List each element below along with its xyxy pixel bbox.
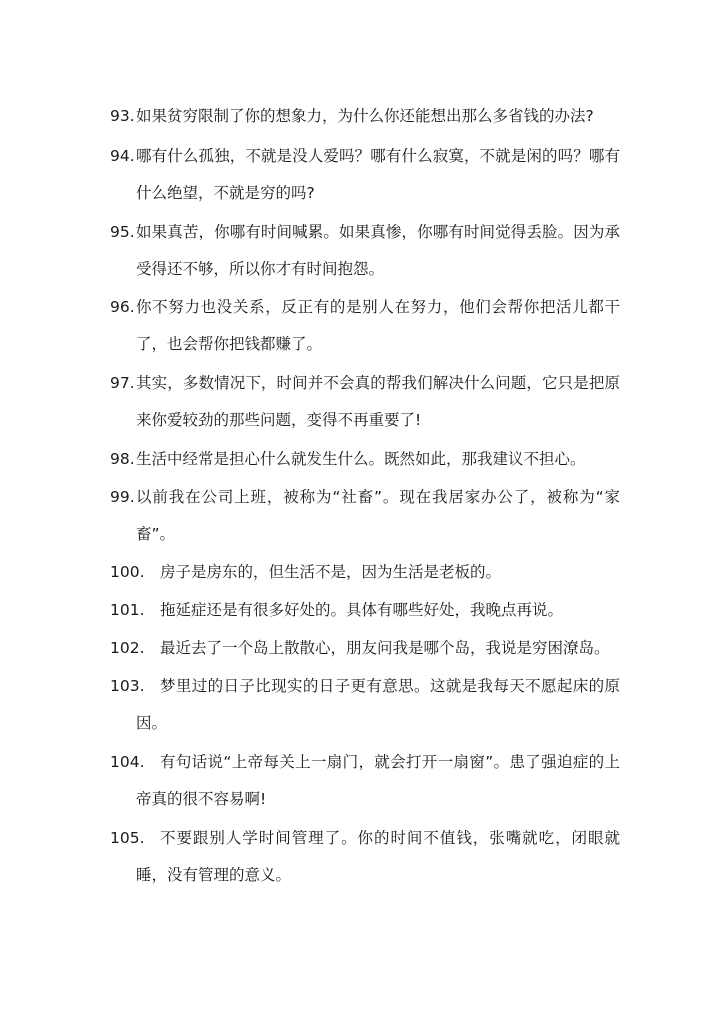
list-item xyxy=(110,479,620,553)
item-number: 104. xyxy=(110,753,145,771)
item-number: 101. xyxy=(110,601,145,619)
item-text: 以前我在公司上班，被称为“社畜”。现在我居家办公了，被称为“家畜”。 xyxy=(136,488,620,543)
item-text: 如果真苦，你哪有时间喊累。如果真惨，你哪有时间觉得丢脸。因为承受得还不够，所以你才有时间抱怨。 xyxy=(136,223,620,278)
item-text: 拖延症还是有很多好处的。具体有哪些好处，我晚点再说。 xyxy=(160,601,564,619)
item-number: 103. xyxy=(110,677,145,695)
list-item xyxy=(110,820,620,894)
item-text: 梦里过的日子比现实的日子更有意思。这就是我每天不愿起床的原因。 xyxy=(136,677,620,732)
item-number: 97. xyxy=(110,374,135,392)
item-number: 95. xyxy=(110,223,135,241)
list-item xyxy=(110,592,620,629)
list-item xyxy=(110,744,620,818)
item-text: 哪有什么孤独，不就是没人爱吗？哪有什么寂寞，不就是闲的吗？哪有什么绝望，不就是穷的吗? xyxy=(136,147,620,202)
item-text: 有句话说“上帝每关上一扇门，就会打开一扇窗”。患了强迫症的上帝真的很不容易啊! xyxy=(136,753,620,808)
item-text: 其实，多数情况下，时间并不会真的帮我们解决什么问题，它只是把原来你爱较劲的那些问题，变得不再重要了! xyxy=(136,374,620,429)
item-number: 102. xyxy=(110,639,145,657)
item-number: 96. xyxy=(110,298,135,316)
item-number: 105. xyxy=(110,829,145,847)
item-text: 不要跟别人学时间管理了。你的时间不值钱，张嘴就吃，闭眼就睡，没有管理的意义。 xyxy=(136,829,620,884)
list-item xyxy=(110,214,620,288)
item-number: 94. xyxy=(110,147,135,165)
item-number: 100. xyxy=(110,563,145,581)
list-item xyxy=(110,289,620,363)
item-text: 最近去了一个岛上散散心，朋友问我是哪个岛，我说是穷困潦岛。 xyxy=(160,639,610,657)
list-item xyxy=(110,668,620,742)
item-text: 如果贫穷限制了你的想象力，为什么你还能想出那么多省钱的办法? xyxy=(136,107,594,125)
list-item xyxy=(110,365,620,439)
list-item xyxy=(110,441,620,478)
item-text: 生活中经常是担心什么就发生什么。既然如此，那我建议不担心。 xyxy=(136,450,586,468)
list-item xyxy=(110,138,620,212)
list-item xyxy=(110,98,620,135)
item-number: 93. xyxy=(110,107,135,125)
item-number: 98. xyxy=(110,450,135,468)
list-item xyxy=(110,554,620,591)
item-text: 房子是房东的，但生活不是，因为生活是老板的。 xyxy=(160,563,502,581)
item-number: 99. xyxy=(110,488,135,506)
list-item xyxy=(110,630,620,667)
item-text: 你不努力也没关系，反正有的是别人在努力，他们会帮你把活儿都干了，也会帮你把钱都赚了。 xyxy=(136,298,620,353)
